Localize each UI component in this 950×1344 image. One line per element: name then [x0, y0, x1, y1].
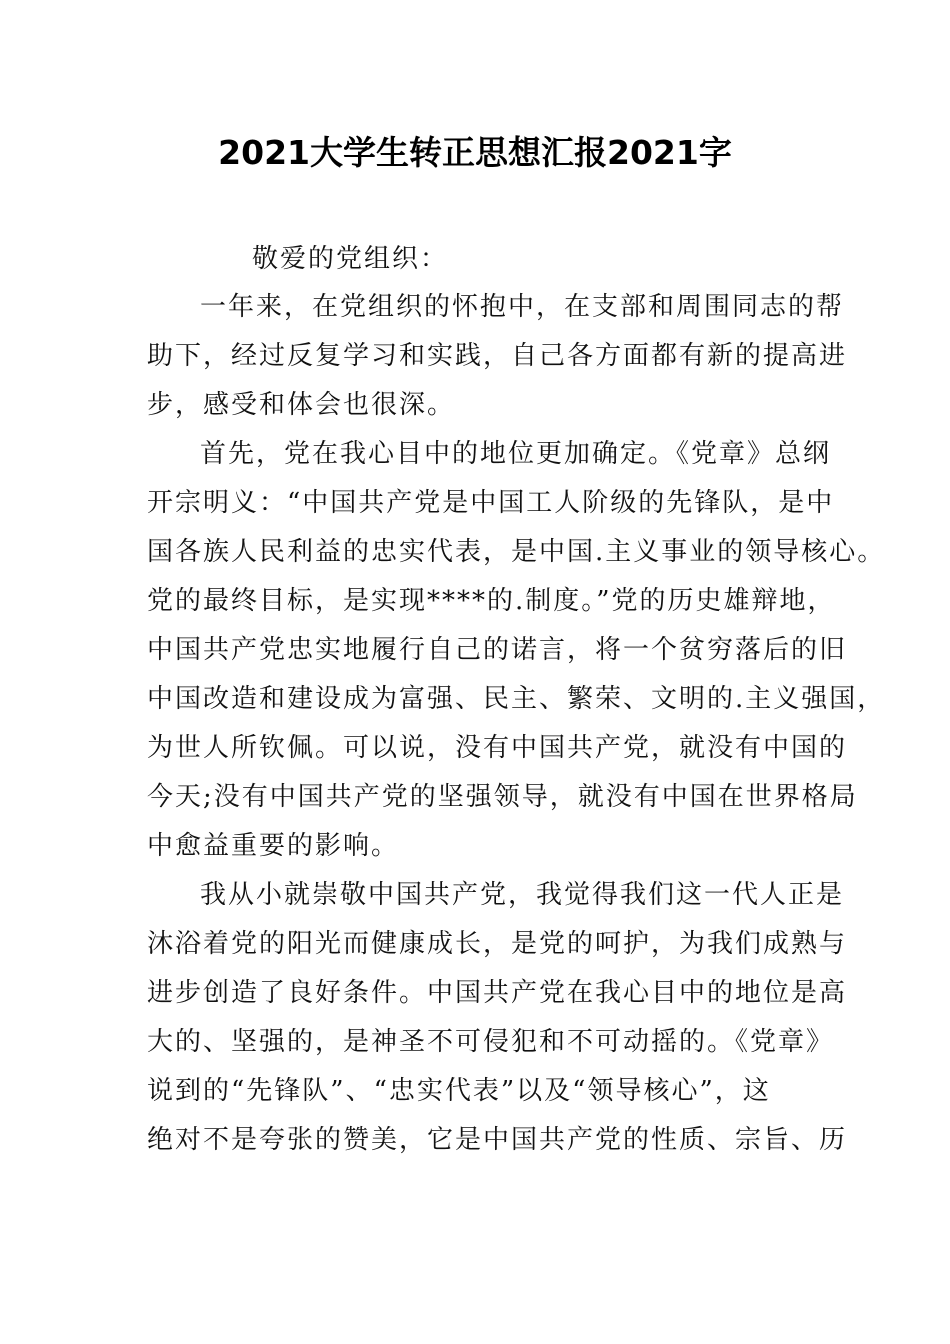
body-line: 步，感受和体会也很深。 [147, 390, 456, 420]
body-line: 今天;没有中国共产党的坚强领导，就没有中国在世界格局 [147, 782, 858, 812]
body-line: 中国共产党忠实地履行自己的诺言，将一个贫穷落后的旧 [147, 635, 848, 665]
body-line: 为世人所钦佩。可以说，没有中国共产党，就没有中国的 [147, 733, 848, 763]
body-line: 进步创造了良好条件。中国共产党在我心目中的地位是高 [147, 978, 848, 1008]
body-line: 助下，经过反复学习和实践，自己各方面都有新的提高进 [147, 341, 848, 371]
body-line: 大的、坚强的，是神圣不可侵犯和不可动摇的。《党章》 [147, 1027, 835, 1057]
body-line: 绝对不是夸张的赞美，它是中国共产党的性质、宗旨、历 [147, 1125, 848, 1155]
body-line: 我从小就崇敬中国共产党，我觉得我们这一代人正是 [200, 880, 845, 910]
body-line: 一年来，在党组织的怀抱中，在支部和周围同志的帮 [200, 292, 845, 322]
body-line: 党的最终目标，是实现****的.制度。”党的历史雄辩地， [147, 586, 836, 616]
body-line: 中国改造和建设成为富强、民主、繁荣、文明的.主义强国， [147, 684, 886, 714]
body-line: 说到的“先锋队”、“忠实代表”以及“领导核心”，这 [147, 1076, 771, 1106]
body-line: 中愈益重要的影响。 [147, 831, 400, 861]
body-line: 开宗明义：“中国共产党是中国工人阶级的先锋队，是中 [147, 488, 835, 518]
body-line: 首先，党在我心目中的地位更加确定。《党章》总纲 [200, 439, 832, 469]
document-title: 2021大学生转正思想汇报2021字 [218, 133, 732, 172]
body-line: 沐浴着党的阳光而健康成长，是党的呵护，为我们成熟与 [147, 929, 848, 959]
body-line: 国各族人民利益的忠实代表，是中国.主义事业的领导核心。 [147, 537, 886, 567]
greeting-line: 敬爱的党组织： [252, 244, 449, 274]
